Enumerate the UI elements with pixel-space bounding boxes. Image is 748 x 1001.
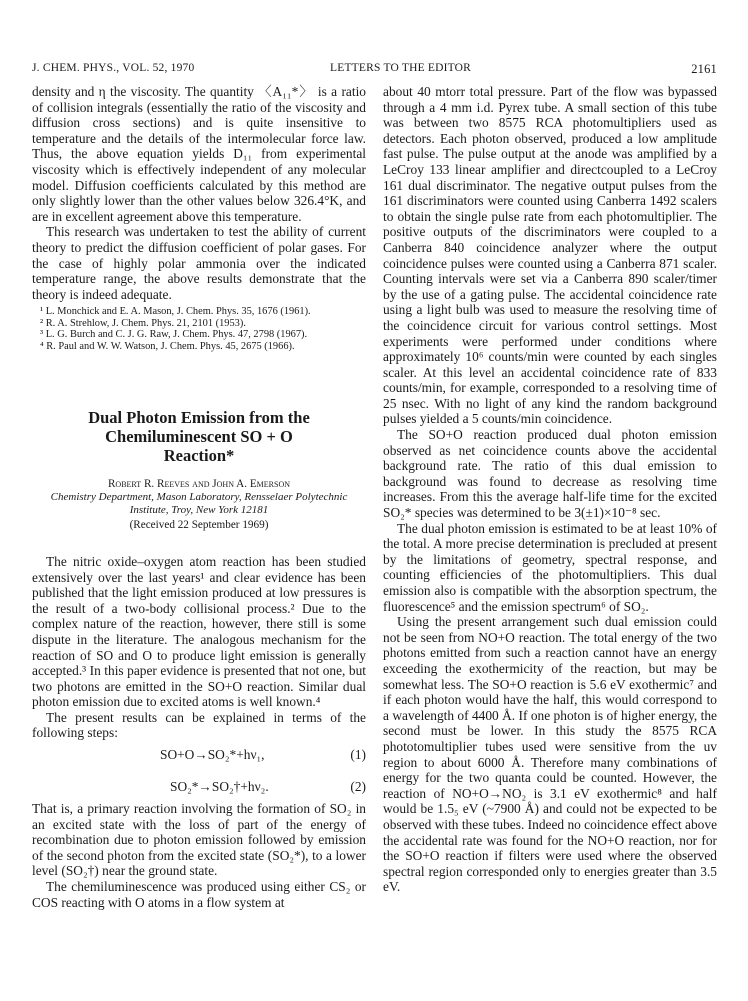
paragraph-intro: The nitric oxide–oxygen atom reaction has been studied extensively over the last years¹ and clear evidence has been published that the light emission produced at low pressures is the result of a two-body collisional process.² Due to the complex nature of the reaction, however, there still is some dispute in the literature. The analogous mechanism for the reaction of SO and O to produce light emission is generally accepted.³ In this paper evidence is presented that not one, but two photons are emitted in the SO+O reaction. Similar dual photon emission due to excited atoms is well known.⁴ [32, 553, 366, 710]
title-line: Reaction* [163, 445, 235, 465]
reference-item: ³ L. G. Burch and C. J. G. Raw, J. Chem. Phys. 47, 2798 (1967). [40, 329, 308, 341]
equation-1 [32, 744, 366, 766]
paragraph-chemiluminescence: The chemiluminescence was produced using either CS₂ or COS reacting with O atoms in a flow system at [32, 879, 366, 910]
affiliation-line: Institute, Troy, New York 12181 [129, 503, 269, 516]
left-column [32, 84, 366, 910]
reference-item: ¹ L. Monchick and E. A. Mason, J. Chem. Phys. 35, 1676 (1961). [40, 306, 311, 318]
equation-formula: SO₂*→SO₂†+hν₂. [170, 779, 269, 795]
title-line: Chemiluminescent SO + O [105, 426, 293, 446]
journal-citation: J. CHEM. PHYS., VOL. 52, 1970 [32, 62, 195, 74]
affiliation-line: Chemistry Department, Mason Laboratory, Rensselaer Polytechnic [50, 490, 348, 503]
received-date: (Received 22 September 1969) [129, 518, 269, 531]
article-title [32, 408, 366, 465]
equation-2 [32, 776, 366, 798]
paragraph-so-o-reaction: The SO+O reaction produced dual photon emission observed as net coincidence counts above the accidental background rate. The ratio of this dual emission to background was found to decrease as resolving time increases. From this the average half-life time for the excited SO₂* species was determined to be 3(±1)×10⁻⁸ sec. [383, 427, 717, 521]
right-column [383, 84, 717, 895]
paragraph-dual-emission: The dual photon emission is estimated to be at least 10% of the total. A more precise determination is precluded at present by the limitations of geometry, spectral response, and counting efficiencies of the photomultipliers. This dual emission also is compatible with the absorption spectrum, the fluorescence⁵ and the emission spectrum⁶ of SO₂. [383, 520, 717, 614]
paragraph-continuation: density and η the viscosity. The quantity 〈A₁₁*〉 is a ratio of collision integrals (essentially the ratio of the viscosity and diffusion cross sections) and is quite insensitive to temperature and the details of the intermolecular force law. Thus, the above equation yields D₁₁ from experimental viscosity which is effectively independent of any molecular model. Diffusion coefficients calculated by this method are only slightly lower than the other values below 326.4°K, and are in excellent agreement above this temperature. [32, 84, 366, 224]
paragraph-using-arrangement: Using the present arrangement such dual emission could not be seen from NO+O reaction. The total energy of the two photons emitted from such a reaction cannot have an energy exceeding the exothermicity of the reaction, but may be somewhat less. The SO+O reaction is 5.6 eV exothermic⁷ and if each photon would have the half, this would correspond to a wavelength of 4400 Å. If one photon is of higher energy, the second must be lower. In this study the 8575 RCA phototomultiplier tubes used were sensitive from the uv region to about 6000 Å. Therefore many combinations of energy for the two quanta could be counted. However, the reaction of NO+O→NO₂ is 3.1 eV exothermic⁸ and half would be 1.5₅ eV (~7900 Å) and could not be expected to be observed with these tubes. Indeed no coincidence effect above the accidental rate was found for the NO+O reaction, nor for the SO+O reaction if filters were used where the observed spectral region corresponded only to energies greater than 3.5 eV. [383, 614, 718, 895]
paragraph-research: This research was undertaken to test the ability of current theory to predict the diffusion coefficient of polar gases. For the case of highly polar ammonia over the indicated temperature range, the above results demonstrate that the theory is indeed adequate. [32, 224, 366, 302]
equation-formula: SO+O→SO₂*+hν₁, [160, 747, 265, 763]
section-title: LETTERS TO THE EDITOR [330, 62, 472, 74]
title-line: Dual Photon Emission from the [88, 407, 310, 427]
page-number: 2161 [691, 62, 717, 76]
running-header [32, 62, 717, 78]
equation-number: (2) [350, 779, 366, 795]
references [32, 306, 366, 352]
authors: Robert R. Reeves and John A. Emerson [107, 477, 291, 490]
reference-item: ² R. A. Strehlow, J. Chem. Phys. 21, 2101 (1953). [40, 317, 246, 329]
equation-number: (1) [350, 747, 366, 763]
paragraph-that-is: That is, a primary reaction involving the formation of SO₂ in an excited state with the loss of part of the energy of recombination due to photon emission followed by emission of the second photon from the excited state (SO₂*), to a lower level (SO₂†) near the ground state. [32, 801, 366, 879]
reference-item: ⁴ R. Paul and W. W. Watson, J. Chem. Phys. 45, 2675 (1966). [40, 340, 295, 352]
paragraph-continuation: about 40 mtorr total pressure. Part of the flow was bypassed through a 4 mm i.d. Pyrex tube. A small section of this tube was between two 8575 RCA photomultipliers used as detectors. Each photon observed, produced a low amplitude fast pulse. The pulse output at the anode was amplified by a LeCroy 133 linear amplifier and directcoupled to a LeCroy 161 dual discriminator. The negative output pulses from the 161 discriminators were counted using Canberra 1492 scalers to obtain the single pulse rate from each photomultiplier. The positive outputs of the discriminators were coupled to a Canberra 840 coincidence analyzer where the output coincidence pulses were counted using a Canberra 871 scaler. Counting intervals were set via a Canberra 890 scaler/timer by the use of a gating pulse. The accidental coincidence rate using a light bulb was used to measure the resolving time of the coincidence circuit for various control settings. Most experiments were performed under conditions where approximately 10⁶ counts/min were counted by each singles scaler. At this level an accidental coincidence rate of 833 counts/min, for example, corresponded to a resolving time of 25 nsec. With no light of any kind the random background pulses yielded a 5 counts/min coincidence. [383, 84, 717, 427]
paragraph-steps: The present results can be explained in terms of the following steps: [32, 709, 366, 741]
